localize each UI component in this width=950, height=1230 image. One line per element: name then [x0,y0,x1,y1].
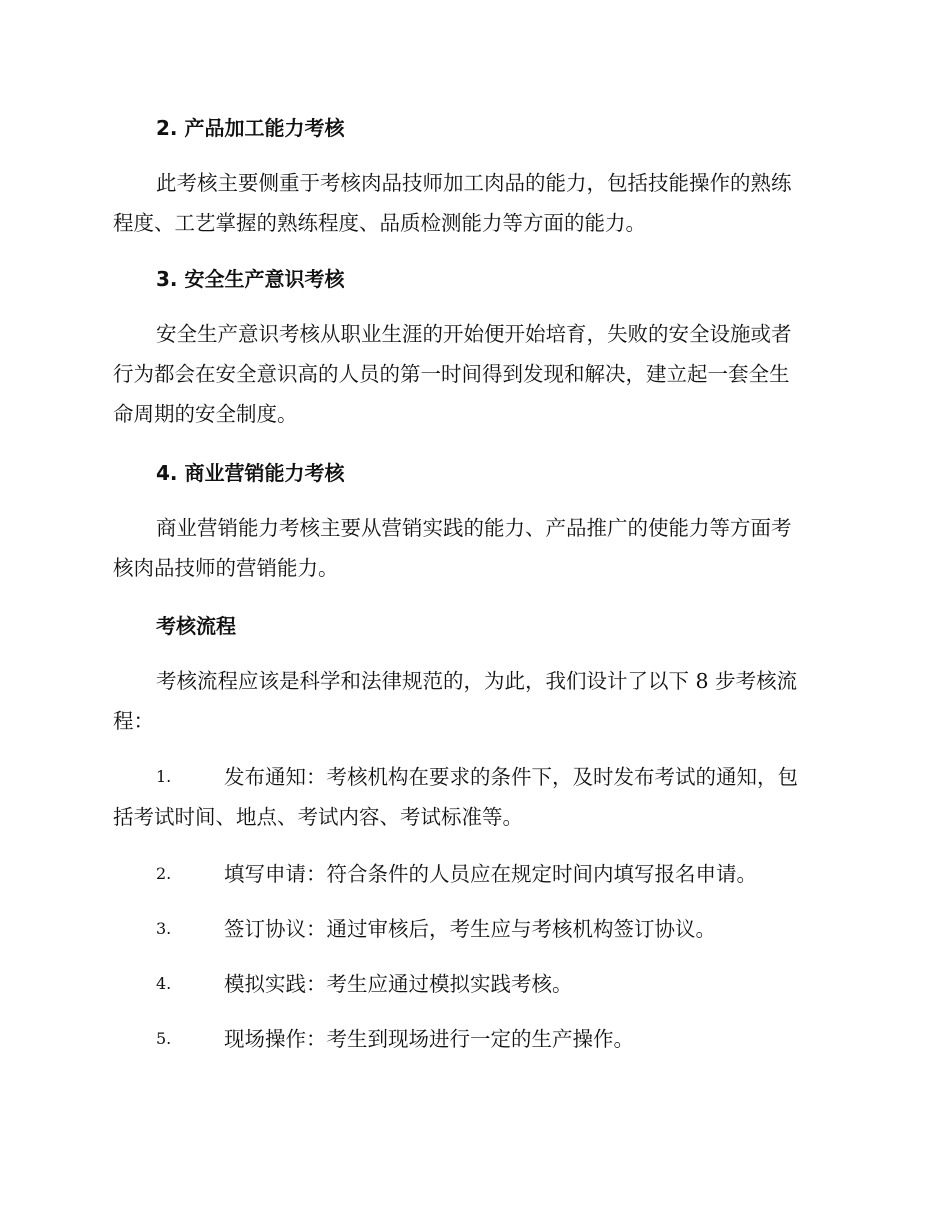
list-item-number: 5. [156,1029,172,1048]
list-item-line: 括考试时间、地点、考试内容、考试标准等。 [113,805,523,829]
paragraph-line: 行为都会在安全意识高的人员的第一时间得到发现和解决，建立起一套全生 [113,362,790,386]
section-heading: 4. 商业营销能力考核 [156,461,345,485]
paragraph-line: 商业营销能力考核主要从营销实践的能力、产品推广的使能力等方面考 [156,516,792,540]
list-item-number: 2. [156,864,172,883]
section-paragraph [113,163,837,243]
list-item [113,757,837,837]
list-item-line: 模拟实践：考生应通过模拟实践考核。 [224,972,573,996]
list-item-number: 3. [156,919,172,938]
list-item-line: 现场操作：考生到现场进行一定的生产操作。 [224,1027,634,1051]
list-item [113,1019,837,1059]
paragraph-line: 程： [113,709,154,733]
section-heading: 3. 安全生产意识考核 [156,267,345,291]
section-paragraph [113,508,837,588]
section-heading: 考核流程 [156,614,236,638]
list-item [113,854,837,894]
section-paragraph [113,314,837,434]
list-item-line: 发布通知：考核机构在要求的条件下，及时发布考试的通知，包 [224,765,798,789]
paragraph-line: 此考核主要侧重于考核肉品技师加工肉品的能力，包括技能操作的熟练 [156,171,792,195]
list-item-line: 填写申请：符合条件的人员应在规定时间内填写报名申请。 [224,862,757,886]
paragraph-line: 程度、工艺掌握的熟练程度、品质检测能力等方面的能力。 [113,211,646,235]
list-item-number: 4. [156,974,172,993]
list-item [113,909,837,949]
paragraph-line: 命周期的安全制度。 [113,402,298,426]
list-item [113,964,837,1004]
section-paragraph [113,661,837,741]
list-item-line: 签订协议：通过审核后，考生应与考核机构签订协议。 [224,917,716,941]
paragraph-line: 考核流程应该是科学和法律规范的，为此，我们设计了以下 8 步考核流 [156,669,798,693]
section-heading: 2. 产品加工能力考核 [156,116,345,140]
paragraph-line: 核肉品技师的营销能力。 [113,556,339,580]
paragraph-line: 安全生产意识考核从职业生涯的开始便开始培育，失败的安全设施或者 [156,322,792,346]
list-item-number: 1. [156,767,172,786]
